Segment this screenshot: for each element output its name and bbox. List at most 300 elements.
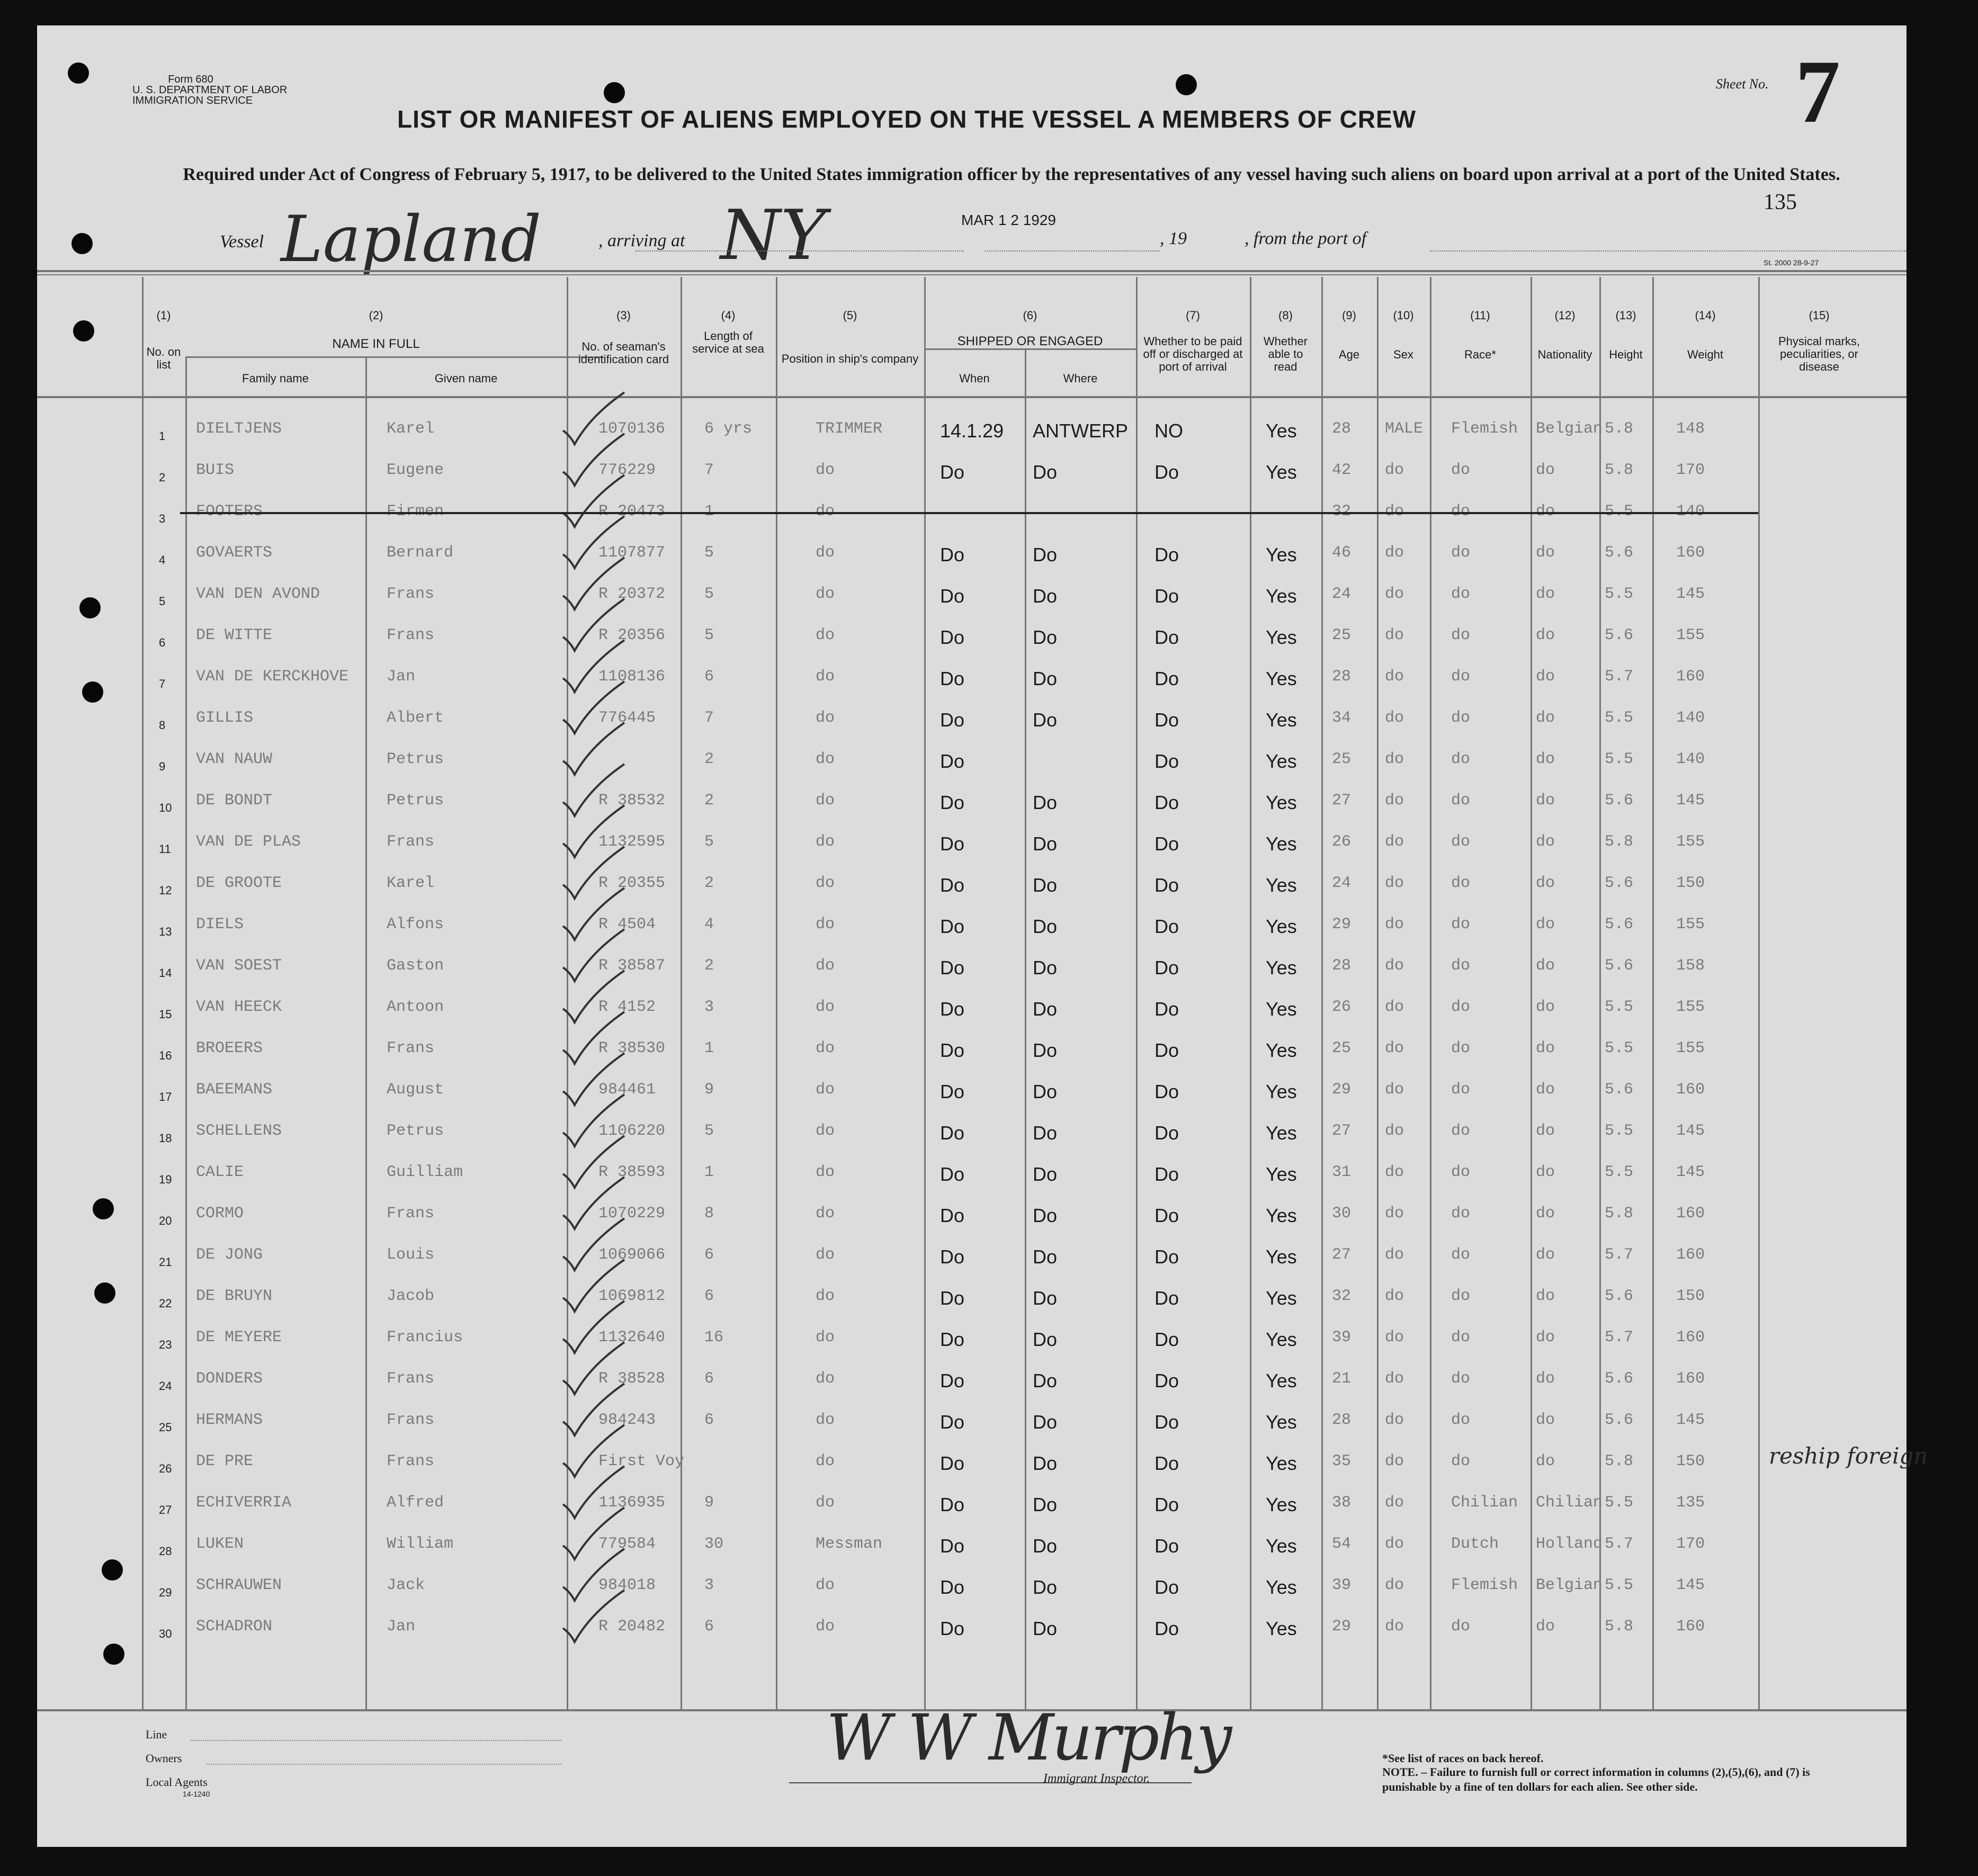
able-to-read: Yes	[1266, 998, 1297, 1020]
col-num-8: (8)	[1278, 309, 1293, 322]
family-name: BAEEMANS	[196, 1081, 273, 1099]
table-row	[37, 745, 1907, 786]
col-head-race: Race*	[1464, 348, 1496, 361]
nationality: do	[1536, 1618, 1555, 1636]
weight: 155	[1676, 626, 1705, 644]
paid-off: Do	[1154, 709, 1179, 731]
able-to-read: Yes	[1266, 1122, 1297, 1144]
service-length: 6	[704, 1287, 714, 1305]
given-name: Firmen	[387, 502, 444, 520]
race: do	[1451, 792, 1471, 810]
col-head-age: Age	[1338, 348, 1360, 361]
nationality: do	[1536, 585, 1555, 603]
ship-position: do	[816, 1122, 835, 1140]
able-to-read: Yes	[1266, 1494, 1297, 1515]
id-card-number: 1106220	[598, 1122, 666, 1140]
table-row	[37, 828, 1907, 869]
id-card-number: 984243	[598, 1411, 656, 1429]
col-head-height: Height	[1609, 348, 1643, 361]
shipped-when: Do	[940, 709, 965, 731]
race: do	[1451, 1411, 1471, 1429]
id-card-number: 1069812	[598, 1287, 666, 1305]
family-name: DE BONDT	[196, 792, 273, 810]
sex: do	[1385, 750, 1404, 768]
paid-off: Do	[1154, 1205, 1179, 1226]
shipped-when: Do	[940, 915, 965, 937]
paid-off: Do	[1154, 1535, 1179, 1557]
race: Flemish	[1451, 1576, 1518, 1594]
weight: 140	[1676, 502, 1705, 520]
able-to-read: Yes	[1266, 1576, 1297, 1598]
ship-position: do	[816, 1163, 835, 1181]
sex: do	[1385, 1039, 1404, 1057]
height: 5.5	[1605, 585, 1634, 603]
table-row	[37, 1117, 1907, 1158]
family-name: DIELTJENS	[196, 420, 282, 438]
race: do	[1451, 626, 1471, 644]
weight: 145	[1676, 792, 1705, 810]
arriving-dotted-line	[636, 250, 964, 252]
id-card-number: R 20482	[598, 1618, 666, 1636]
service-length: 5	[704, 833, 714, 851]
ship-position: do	[816, 1494, 835, 1512]
age: 25	[1332, 750, 1352, 768]
weight: 148	[1676, 420, 1705, 438]
family-name: GOVAERTS	[196, 544, 273, 562]
shipped-when: Do	[940, 1287, 965, 1309]
race: do	[1451, 998, 1471, 1016]
row-number: 24	[159, 1379, 172, 1393]
id-card-number: 776445	[598, 709, 656, 727]
race: do	[1451, 461, 1471, 479]
given-name: Eugene	[387, 461, 444, 479]
sex: do	[1385, 1205, 1404, 1223]
height: 5.7	[1605, 1246, 1634, 1264]
weight: 160	[1676, 668, 1705, 686]
shipped-when: Do	[940, 461, 965, 483]
nationality: do	[1536, 1122, 1555, 1140]
shipped-where: Do	[1033, 1122, 1058, 1144]
shipped-where: Do	[1033, 461, 1058, 483]
shipped-where: Do	[1033, 1039, 1058, 1061]
family-name: VAN NAUW	[196, 750, 273, 768]
family-name: LUKEN	[196, 1535, 244, 1553]
height: 5.5	[1605, 750, 1634, 768]
col-num-9: (9)	[1342, 309, 1356, 322]
ship-position: Messman	[816, 1535, 883, 1553]
height: 5.5	[1605, 998, 1634, 1016]
id-card-number: 1132595	[598, 833, 666, 851]
age: 26	[1332, 998, 1352, 1016]
family-name: SCHRAUWEN	[196, 1576, 282, 1594]
paid-off: Do	[1154, 461, 1179, 483]
ship-position: do	[816, 709, 835, 727]
shipped-where: Do	[1033, 1494, 1058, 1515]
shipped-when: Do	[940, 833, 965, 855]
col-num-14: (14)	[1695, 309, 1716, 322]
age: 28	[1332, 957, 1352, 975]
height: 5.7	[1605, 1535, 1634, 1553]
col-num-11: (11)	[1470, 309, 1490, 322]
service-length: 4	[704, 915, 714, 933]
col-num-15: (15)	[1809, 309, 1830, 322]
arriving-port: NY	[720, 195, 826, 275]
family-name: DE PRE	[196, 1452, 254, 1470]
ship-position: do	[816, 1081, 835, 1099]
weight: 155	[1676, 833, 1705, 851]
age: 26	[1332, 833, 1352, 851]
height: 5.8	[1605, 461, 1634, 479]
height: 5.5	[1605, 1494, 1634, 1512]
shipped-when: Do	[940, 750, 965, 772]
col-head-shipped: SHIPPED OR ENGAGED	[957, 334, 1103, 348]
id-card-number: R 4152	[598, 998, 656, 1016]
shipped-where: Do	[1033, 915, 1058, 937]
race: do	[1451, 1205, 1471, 1223]
col-head-service: Length of service at sea	[692, 329, 764, 355]
name-header-rule	[185, 356, 604, 358]
height: 5.6	[1605, 1411, 1634, 1429]
weight: 145	[1676, 1576, 1705, 1594]
table-row	[37, 993, 1907, 1034]
physical-marks: reship foreign	[1769, 1443, 1928, 1469]
shipped-when: Do	[940, 1370, 965, 1392]
binder-hole	[79, 597, 101, 618]
ship-position: do	[816, 1246, 835, 1264]
shipped-where: Do	[1033, 709, 1058, 731]
weight: 158	[1676, 957, 1705, 975]
nationality: do	[1536, 1246, 1555, 1264]
row-number: 23	[159, 1338, 172, 1351]
col-num-2: (2)	[369, 309, 383, 322]
race: do	[1451, 1370, 1471, 1388]
race: do	[1451, 1618, 1471, 1636]
sex: do	[1385, 709, 1404, 727]
ship-position: do	[816, 626, 835, 644]
date-stamp: MAR 1 2 1929	[961, 212, 1056, 228]
given-name: Antoon	[387, 998, 444, 1016]
able-to-read: Yes	[1266, 1535, 1297, 1557]
age: 27	[1332, 1122, 1352, 1140]
able-to-read: Yes	[1266, 874, 1297, 896]
sheet-label: Sheet No.	[1716, 76, 1769, 92]
paid-off: Do	[1154, 957, 1179, 979]
weight: 155	[1676, 1039, 1705, 1057]
col-head-no: No. on list	[146, 345, 181, 371]
family-name: VAN DE PLAS	[196, 833, 301, 851]
sex: do	[1385, 1452, 1404, 1470]
nationality: do	[1536, 544, 1555, 562]
shipped-where: Do	[1033, 874, 1058, 896]
service-length: 6	[704, 1618, 714, 1636]
paid-off: Do	[1154, 1287, 1179, 1309]
local-agents-label: Local Agents	[146, 1775, 208, 1789]
row-number: 8	[159, 719, 166, 732]
family-name: DE WITTE	[196, 626, 273, 644]
weight: 135	[1676, 1494, 1705, 1512]
col-head-marks: Physical marks, peculiarities, or disease	[1778, 335, 1860, 373]
service-length: 6 yrs	[704, 420, 753, 438]
family-name: DE GROOTE	[196, 874, 282, 892]
shipped-when: Do	[940, 957, 965, 979]
sex: do	[1385, 1370, 1404, 1388]
id-card-number: 984461	[598, 1081, 656, 1099]
able-to-read: Yes	[1266, 915, 1297, 937]
form-code: 14-1240	[183, 1790, 210, 1798]
paid-off: Do	[1154, 874, 1179, 896]
age: 27	[1332, 792, 1352, 810]
age: 31	[1332, 1163, 1352, 1181]
service-length: 30	[704, 1535, 724, 1553]
given-name: Alfons	[387, 915, 444, 933]
ship-position: do	[816, 1452, 835, 1470]
sex: do	[1385, 792, 1404, 810]
race: do	[1451, 957, 1471, 975]
binder-hole	[71, 233, 93, 254]
height: 5.5	[1605, 1576, 1634, 1594]
race: do	[1451, 1122, 1471, 1140]
table-row	[37, 415, 1907, 456]
able-to-read: Yes	[1266, 957, 1297, 979]
inspector-signature: W W Murphy	[826, 1701, 1230, 1775]
sex: do	[1385, 874, 1404, 892]
height: 5.5	[1605, 1163, 1634, 1181]
nationality: do	[1536, 502, 1555, 520]
col-num-10: (10)	[1393, 309, 1414, 322]
shipped-where: Do	[1033, 1576, 1058, 1598]
id-card-number: R 38528	[598, 1370, 666, 1388]
able-to-read: Yes	[1266, 1452, 1297, 1474]
able-to-read: Yes	[1266, 833, 1297, 855]
id-card-number: 1069066	[598, 1246, 666, 1264]
service-length: 1	[704, 1163, 714, 1181]
sex: do	[1385, 461, 1404, 479]
inspector-label: Immigrant Inspector.	[1043, 1772, 1150, 1785]
ship-position: do	[816, 915, 835, 933]
table-row	[37, 662, 1907, 704]
height: 5.8	[1605, 1618, 1634, 1636]
weight: 155	[1676, 915, 1705, 933]
age: 28	[1332, 420, 1352, 438]
race: do	[1451, 1081, 1471, 1099]
row-number: 21	[159, 1255, 172, 1269]
races-note: *See list of races on back hereof.	[1382, 1752, 1544, 1765]
paid-off: Do	[1154, 1081, 1179, 1102]
shipped-where: Do	[1033, 1618, 1058, 1639]
col-num-3: (3)	[616, 309, 631, 322]
id-card-number: R 20473	[598, 502, 666, 520]
given-name: Frans	[387, 1411, 435, 1429]
height: 5.7	[1605, 1329, 1634, 1347]
id-card-number: 779584	[598, 1535, 656, 1553]
table-row	[37, 910, 1907, 952]
service-length: 9	[704, 1081, 714, 1099]
id-card-number: 1136935	[598, 1494, 666, 1512]
table-row	[37, 1488, 1907, 1530]
binder-hole	[82, 681, 103, 703]
ship-position: do	[816, 1329, 835, 1347]
weight: 170	[1676, 1535, 1705, 1553]
height: 5.5	[1605, 1039, 1634, 1057]
nationality: do	[1536, 1411, 1555, 1429]
age: 32	[1332, 1287, 1352, 1305]
age: 54	[1332, 1535, 1352, 1553]
nationality: do	[1536, 1370, 1555, 1388]
ship-position: do	[816, 1370, 835, 1388]
ship-position: do	[816, 957, 835, 975]
table-row	[37, 1406, 1907, 1447]
manifest-sheet	[37, 25, 1928, 1847]
race: do	[1451, 544, 1471, 562]
height: 5.8	[1605, 1452, 1634, 1470]
paid-off: Do	[1154, 668, 1179, 689]
weight: 160	[1676, 1618, 1705, 1636]
shipped-where: Do	[1033, 668, 1058, 689]
ship-position: do	[816, 1618, 835, 1636]
height: 5.6	[1605, 626, 1634, 644]
age: 21	[1332, 1370, 1352, 1388]
given-name: William	[387, 1535, 454, 1553]
table-row	[37, 1443, 1928, 1488]
id-card-number: R 20356	[598, 626, 666, 644]
weight: 150	[1676, 1452, 1705, 1470]
nationality: do	[1536, 668, 1555, 686]
sex: do	[1385, 915, 1404, 933]
col-num-1: (1)	[156, 309, 171, 322]
shipped-when: Do	[940, 998, 965, 1020]
vessel-label: Vessel	[220, 232, 264, 252]
nationality: do	[1536, 998, 1555, 1016]
shipped-where: Do	[1033, 1329, 1058, 1350]
paid-off: Do	[1154, 1494, 1179, 1515]
height: 5.6	[1605, 1081, 1634, 1099]
shipped-when: Do	[940, 1039, 965, 1061]
age: 27	[1332, 1246, 1352, 1264]
family-name: DIELS	[196, 915, 244, 933]
able-to-read: Yes	[1266, 1081, 1297, 1102]
col-head-given: Given name	[434, 372, 498, 385]
binder-hole	[93, 1198, 114, 1219]
shipped-header-rule	[924, 348, 1136, 350]
able-to-read: Yes	[1266, 1370, 1297, 1392]
service-length: 3	[704, 998, 714, 1016]
col-head-when: When	[959, 372, 990, 385]
paid-off: Do	[1154, 915, 1179, 937]
table-row	[37, 1365, 1907, 1406]
service-length: 5	[704, 1122, 714, 1140]
sex: do	[1385, 1535, 1404, 1553]
nationality: Chilian	[1536, 1494, 1603, 1512]
arriving-label: , arriving at	[598, 231, 685, 250]
family-name: FOOTERS	[196, 502, 263, 520]
row-number: 4	[159, 553, 166, 567]
row-number: 17	[159, 1090, 172, 1103]
race: Chilian	[1451, 1494, 1518, 1512]
able-to-read: Yes	[1266, 585, 1297, 607]
service-length: 5	[704, 585, 714, 603]
given-name: Louis	[387, 1246, 435, 1264]
row-number: 20	[159, 1214, 172, 1227]
nationality: do	[1536, 833, 1555, 851]
able-to-read: Yes	[1266, 1246, 1297, 1268]
height: 5.6	[1605, 915, 1634, 933]
department-name: U. S. DEPARTMENT OF LABOR	[132, 84, 288, 96]
height: 5.6	[1605, 1370, 1634, 1388]
shipped-where: Do	[1033, 1370, 1058, 1392]
shipped-where: Do	[1033, 792, 1058, 813]
shipped-when: Do	[940, 585, 965, 607]
sex: do	[1385, 1329, 1404, 1347]
given-name: Jan	[387, 1618, 416, 1636]
row-number: 22	[159, 1297, 172, 1310]
from-port-label: , from the port of	[1245, 229, 1367, 248]
table-row	[37, 1199, 1907, 1241]
owners-dotted-line	[207, 1764, 561, 1765]
sex: do	[1385, 1411, 1404, 1429]
height: 5.6	[1605, 544, 1634, 562]
family-name: VAN HEECK	[196, 998, 282, 1016]
race: do	[1451, 1287, 1471, 1305]
binder-hole	[68, 62, 89, 84]
given-name: Gaston	[387, 957, 444, 975]
paid-off: Do	[1154, 1163, 1179, 1185]
paid-off: Do	[1154, 792, 1179, 813]
given-name: Jack	[387, 1576, 425, 1594]
row-number: 6	[159, 636, 166, 649]
family-name: SCHELLENS	[196, 1122, 282, 1140]
id-card-number: 984018	[598, 1576, 656, 1594]
shipped-when: Do	[940, 1329, 965, 1350]
shipped-where: Do	[1033, 833, 1058, 855]
age: 29	[1332, 1618, 1352, 1636]
row-number: 27	[159, 1503, 172, 1516]
weight: 160	[1676, 544, 1705, 562]
able-to-read: Yes	[1266, 420, 1297, 442]
nationality: Belgian	[1536, 1576, 1603, 1594]
row-number: 28	[159, 1545, 172, 1558]
row-number: 9	[159, 760, 166, 773]
age: 29	[1332, 1081, 1352, 1099]
service-length: 1	[704, 1039, 714, 1057]
sex: MALE	[1385, 420, 1424, 438]
race: do	[1451, 915, 1471, 933]
shipped-when: Do	[940, 1452, 965, 1474]
row-number: 25	[159, 1421, 172, 1434]
family-name: VAN SOEST	[196, 957, 282, 975]
height: 5.7	[1605, 668, 1634, 686]
table-row	[37, 1034, 1907, 1075]
given-name: Guilliam	[387, 1163, 463, 1181]
race: do	[1451, 1163, 1471, 1181]
table-top-rule-2	[37, 274, 1907, 275]
sex: do	[1385, 668, 1404, 686]
able-to-read: Yes	[1266, 544, 1297, 566]
able-to-read: Yes	[1266, 1329, 1297, 1350]
row-number: 2	[159, 471, 166, 484]
sex: do	[1385, 833, 1404, 851]
ship-position: do	[816, 998, 835, 1016]
sex: do	[1385, 585, 1404, 603]
age: 29	[1332, 915, 1352, 933]
form-header	[132, 74, 288, 106]
shipped-where: Do	[1033, 1246, 1058, 1268]
row-number: 5	[159, 595, 166, 608]
col-num-12: (12)	[1554, 309, 1576, 322]
ship-position: do	[816, 1039, 835, 1057]
service-length: 3	[704, 1576, 714, 1594]
race: Dutch	[1451, 1535, 1499, 1553]
nationality: do	[1536, 1039, 1555, 1057]
